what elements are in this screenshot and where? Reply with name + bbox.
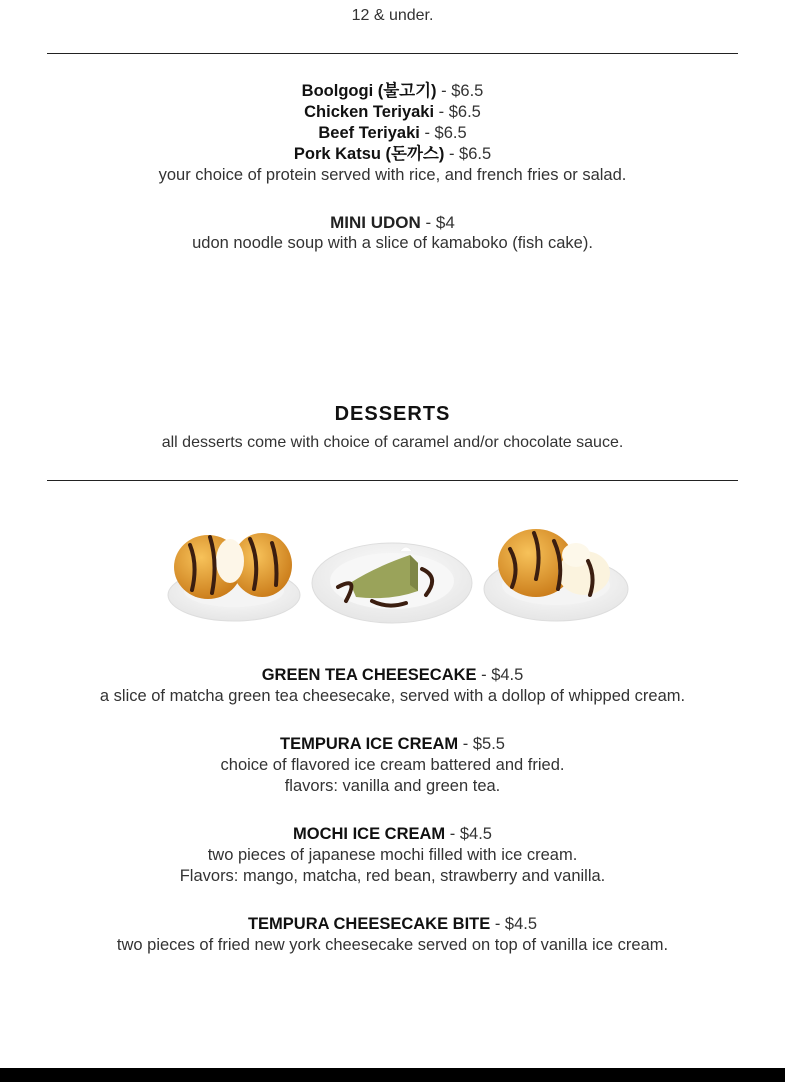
item-description: your choice of protein served with rice, and french fries or salad. (158, 166, 627, 184)
menu-item (0, 123, 785, 144)
kids-plates-section (0, 81, 785, 186)
item-description: a slice of matcha green tea cheesecake, served with a dollop of whipped cream. (99, 687, 686, 705)
section-subtitle: all desserts come with choice of caramel and/or chocolate sauce. (161, 434, 624, 451)
bottom-bar (0, 1068, 785, 1082)
dessert-photo-tempura-ice-cream (484, 529, 628, 621)
item-name: MINI UDON (330, 213, 421, 232)
item-name: Beef Teriyaki (318, 124, 420, 142)
item-price: - $6.5 (444, 145, 492, 163)
item-description: Flavors: mango, matcha, red bean, strawberry and vanilla. (179, 867, 606, 885)
item-description: two pieces of japanese mochi filled with ice cream. (207, 846, 578, 864)
item-name: Pork Katsu (돈까스) (293, 145, 445, 163)
dessert-photo-illustration (150, 505, 640, 635)
section-title: DESSERTS (334, 403, 451, 425)
menu-item (0, 824, 785, 887)
dessert-photo-bites (168, 533, 300, 621)
item-price: - $6.5 (436, 82, 484, 100)
item-description: flavors: vanilla and green tea. (284, 777, 501, 795)
item-name: TEMPURA CHEESECAKE BITE (247, 915, 491, 933)
item-description: two pieces of fried new york cheesecake served on top of vanilla ice cream. (116, 936, 669, 954)
item-name: MOCHI ICE CREAM (293, 825, 446, 843)
item-description: udon noodle soup with a slice of kamaboko (fish cake). (192, 234, 593, 252)
item-price: - $4 (420, 213, 455, 232)
divider (47, 53, 738, 54)
item-name: Boolgogi (불고기) (301, 82, 437, 100)
menu-item (0, 81, 785, 102)
item-price: - $4.5 (476, 666, 524, 684)
age-note: 12 & under. (351, 7, 434, 24)
item-price: - $6.5 (434, 103, 481, 121)
dessert-photo-cheesecake (312, 543, 472, 623)
item-price: - $4.5 (490, 915, 538, 933)
mini-udon-item (0, 212, 785, 254)
divider (47, 480, 738, 481)
item-name: GREEN TEA CHEESECAKE (261, 666, 477, 684)
menu-item (0, 665, 785, 707)
item-price: - $4.5 (445, 825, 492, 843)
menu-item (0, 734, 785, 797)
menu-item (0, 914, 785, 956)
dessert-items (0, 665, 785, 983)
item-name: Chicken Teriyaki (304, 103, 435, 121)
dessert-photos (150, 505, 640, 635)
menu-item (0, 102, 785, 123)
item-price: - $5.5 (458, 735, 505, 753)
item-name: TEMPURA ICE CREAM (280, 735, 459, 753)
item-description: choice of flavored ice cream battered and fried. (220, 756, 565, 774)
item-price: - $6.5 (419, 124, 467, 142)
menu-item (0, 144, 785, 165)
